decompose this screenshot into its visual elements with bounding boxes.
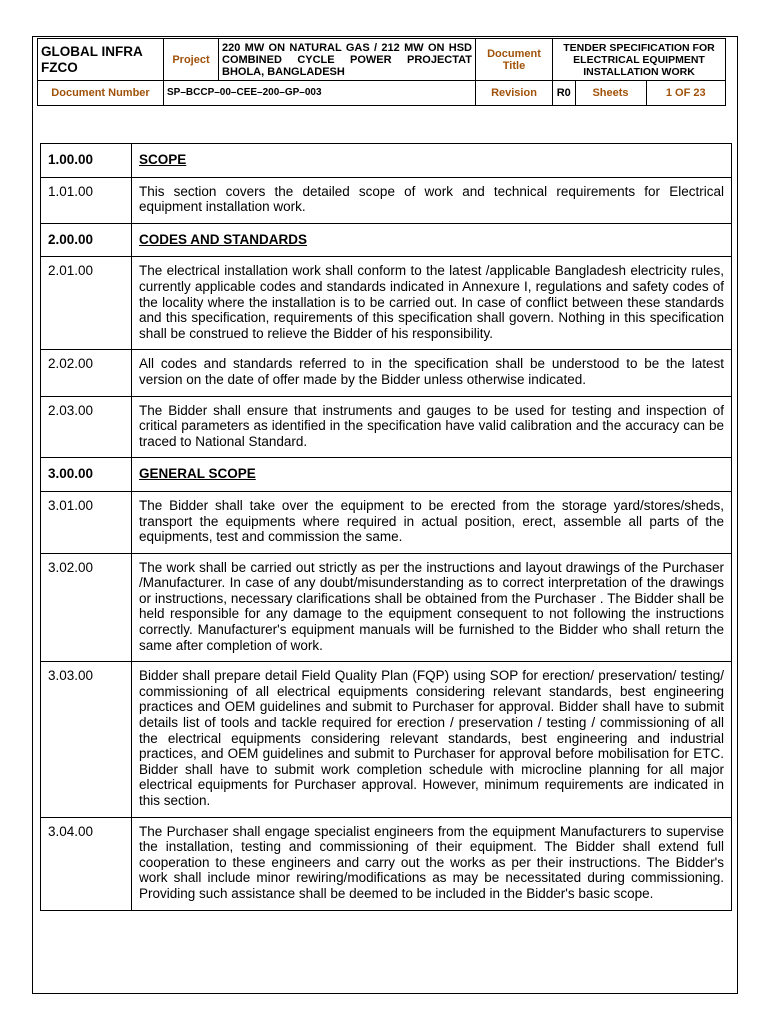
document-number-value: SP–BCCP–00–CEE–200–GP–003 <box>164 81 476 106</box>
clause-text: Bidder shall prepare detail Field Quality Plan (FQP) using SOP for erection/ preservation/ testing/ commissioning of all electrical equipments considering relevant standards, best engineering practices and OEM guidelines and submit to Purchaser for approval. Bidder shall have to submit details list of tools and tackle required for erection / preservation / testing / commissioning of all the electrical equipments considering relevant standards, best engineering and industrial practices, and OEM guidelines and submit to Purchaser for approval before mobilisation for ETC. Bidder shall have to submit work completion schedule with microcline planning for all major electrical equipments for Purchaser approval. However, minimum requirements are indicated in this section. <box>132 662 732 817</box>
clause-row <box>41 396 732 458</box>
revision-value: R0 <box>553 81 575 105</box>
clause-row <box>41 350 732 396</box>
clause-row <box>41 817 732 910</box>
clause-text: The Bidder shall take over the equipment to be erected from the storage yard/stores/sheds, transport the equipments where required in actual position, erect, assemble all parts of the equipments, test and commission the same. <box>132 491 732 553</box>
document-title-value: TENDER SPECIFICATION FOR ELECTRICAL EQUIPMENT INSTALLATION WORK <box>553 39 726 81</box>
specification-table <box>40 143 732 911</box>
clause-number: 2.02.00 <box>41 350 132 396</box>
document-title-label: Document Title <box>476 39 553 81</box>
company-name: GLOBAL INFRA FZCO <box>38 39 164 81</box>
clause-number: 1.01.00 <box>41 177 132 223</box>
clause-text: This section covers the detailed scope of work and technical requirements for Electrical equipment installation work. <box>132 177 732 223</box>
clause-number: 1.00.00 <box>41 144 132 178</box>
document-header <box>37 38 726 106</box>
clause-number: 2.03.00 <box>41 396 132 458</box>
clause-number: 3.03.00 <box>41 662 132 817</box>
clause-text: The Purchaser shall engage specialist engineers from the equipment Manufacturers to supervise the installation, testing and commissioning of their equipment. The Bidder shall extend full cooperation to these engineers and carry out the works as per their instructions. The Bidder's work shall include minor rewiring/modifications as may be necessitated during commissioning. Providing such assistance shall be deemed to be included in the Bidder's basic scope. <box>132 817 732 910</box>
section-row <box>41 144 732 178</box>
clause-number: 2.00.00 <box>41 223 132 257</box>
clause-row <box>41 662 732 817</box>
clause-text: All codes and standards referred to in the specification shall be understood to be the latest version on the date of offer made by the Bidder unless otherwise indicated. <box>132 350 732 396</box>
section-heading: GENERAL SCOPE <box>139 466 256 482</box>
section-row <box>41 223 732 257</box>
section-heading: CODES AND STANDARDS <box>139 231 308 247</box>
clause-row <box>41 553 732 662</box>
clause-row <box>41 177 732 223</box>
clause-text: The work shall be carried out strictly as per the instructions and layout drawings of the Purchaser /Manufacturer. In case of any doubt/misunderstanding as to correct interpretation of the drawings or instructions, necessary clarifications shall be obtained from the Purchaser . The Bidder shall be held responsible for any damage to the equipment consequent to not following the instructions correctly. Manufacturer's equipment manuals will be furnished to the Bidder who shall return the same after completion of work. <box>132 553 732 662</box>
clause-number: 3.00.00 <box>41 458 132 492</box>
clause-number: 3.04.00 <box>41 817 132 910</box>
document-number-label: Document Number <box>38 81 164 106</box>
clause-number: 2.01.00 <box>41 257 132 350</box>
section-heading: SCOPE <box>139 152 187 167</box>
revision-label: Revision <box>476 81 553 106</box>
section-row <box>41 458 732 492</box>
project-label: Project <box>164 39 219 81</box>
clause-number: 3.01.00 <box>41 491 132 553</box>
sheets-value: 1 OF 23 <box>665 87 706 99</box>
clause-row <box>41 257 732 350</box>
clause-text: The electrical installation work shall conform to the latest /applicable Bangladesh electricity rules, currently applicable codes and standards indicated in Annexure I, regulations and safety codes of the locality where the installation is to be carried out. In case of conflict between these standards and this specification, requirements of this specification shall govern. Nothing in this specification shall be construed to relieve the Bidder of his responsibility. <box>132 257 732 350</box>
clause-row <box>41 491 732 553</box>
clause-text: The Bidder shall ensure that instruments and gauges to be used for testing and inspection of critical parameters as identified in the specification have valid calibration and the accuracy can be traced to National Standard. <box>132 396 732 458</box>
project-value: 220 MW ON NATURAL GAS / 212 MW ON HSD COMBINED CYCLE POWER PROJECTAT BHOLA, BANGLADESH <box>219 39 476 81</box>
sheets-label: Sheets <box>575 81 646 105</box>
clause-number: 3.02.00 <box>41 553 132 662</box>
